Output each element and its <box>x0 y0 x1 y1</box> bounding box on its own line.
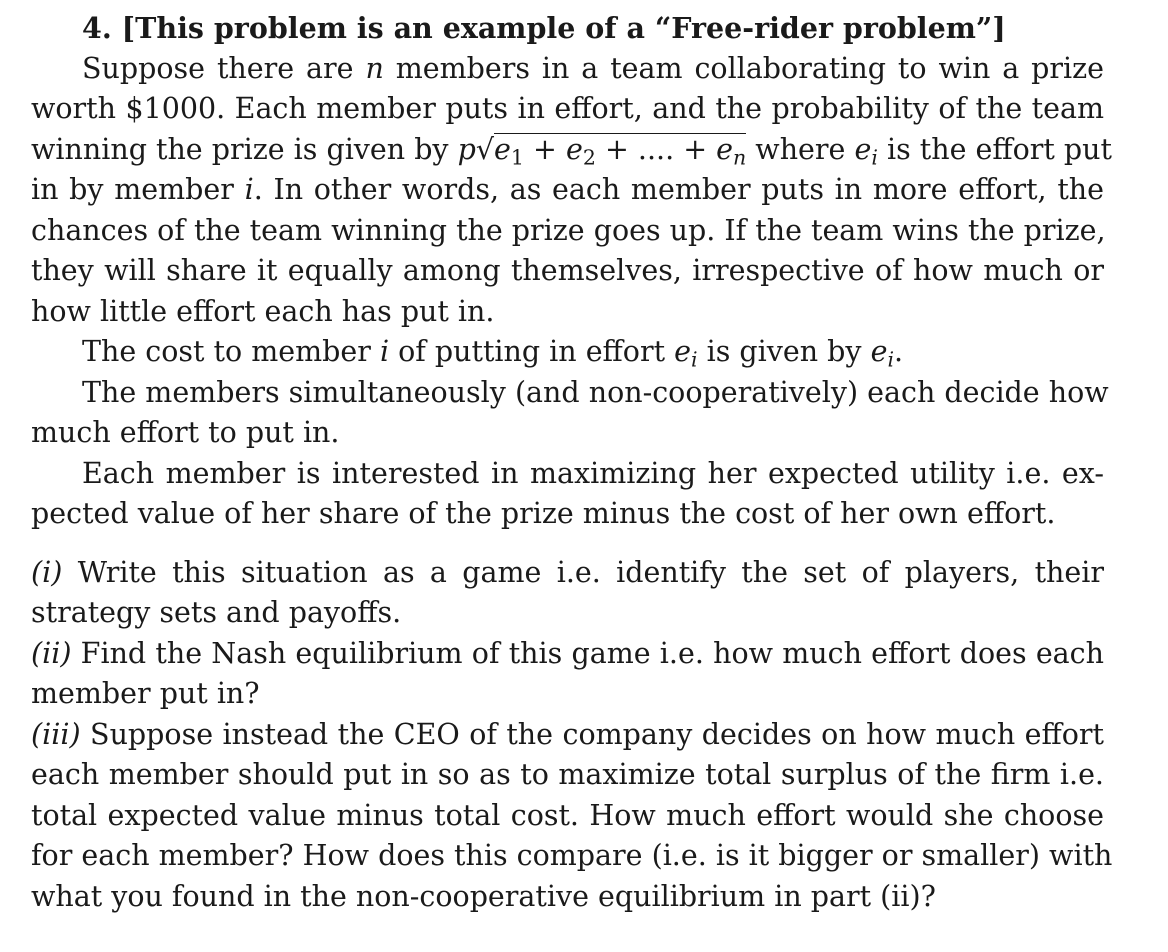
part-label: (iii) <box>31 717 81 751</box>
text: members in a team collaborating to win a prize <box>383 51 1105 85</box>
plus-dots: + .... + <box>595 132 717 166</box>
part-i-line1 <box>31 553 1104 594</box>
part-i-line2: strategy sets and payoffs. <box>31 596 402 629</box>
part-iii-line2: each member should put in so as to maximize total surplus of the firm i.e. <box>31 758 1104 791</box>
math-n: n <box>365 51 384 85</box>
para1-line4 <box>31 170 1104 211</box>
part-ii-line1 <box>31 634 1104 675</box>
text: winning the prize is given by <box>31 132 458 166</box>
math-e: e <box>494 132 511 166</box>
text: where <box>746 132 855 166</box>
text: Suppose there are <box>82 51 366 85</box>
plus: + <box>523 132 566 166</box>
math-i: i <box>244 173 254 206</box>
math-p: p <box>457 132 476 166</box>
para1-line5: chances of the team winning the prize goes up. If the team wins the prize, <box>31 213 1106 247</box>
para1-line1 <box>31 49 1104 90</box>
math-e: e <box>716 132 734 166</box>
subscript: i <box>690 347 698 372</box>
para1-line7: how little effort each has put in. <box>31 294 495 328</box>
problem-heading: 4. [This problem is an example of a “Free-rider problem”] <box>82 11 1006 45</box>
text: is given by <box>697 335 871 368</box>
sqrt-expression <box>494 133 746 168</box>
math-e: e <box>565 132 583 166</box>
para2-line <box>31 332 1104 373</box>
para1-line2: worth $1000. Each member puts in effort, and the probability of the team <box>31 92 1104 125</box>
text: Find the Nash equilibrium of this game i.e. how much effort does each <box>71 636 1104 670</box>
para1-line6: they will share it equally among themselves, irrespective of how much or <box>31 254 1104 287</box>
math-e: e <box>854 132 872 166</box>
part-iii-line1 <box>31 715 1104 756</box>
radical-sign: √ <box>475 132 495 166</box>
math-e: e <box>674 335 691 368</box>
part-iii-line3: total expected value minus total cost. How much effort would she choose <box>31 798 1104 832</box>
subscript: n <box>733 145 747 170</box>
part-iii-line5: what you found in the non-cooperative equilibrium in part (ii)? <box>31 879 936 913</box>
math-e: e <box>870 335 888 368</box>
text: in by member <box>31 173 245 206</box>
text: The cost to member <box>82 335 380 368</box>
para3-line2: much effort to put in. <box>31 416 340 449</box>
part-iii-line4: for each member? How does this compare (i.e. is it bigger or smaller) with <box>31 839 1113 872</box>
text: Write this situation as a game i.e. identify the set of players, their <box>62 555 1104 589</box>
subscript: 2 <box>582 145 596 170</box>
subscript: i <box>871 145 878 170</box>
text: of putting in effort <box>389 335 675 368</box>
text: is the effort put <box>877 132 1112 166</box>
para4-line2: pected value of her share of the prize minus the cost of her own effort. <box>31 497 1056 530</box>
text: . In other words, as each member puts in more effort, the <box>253 173 1104 206</box>
spacer <box>31 535 1104 553</box>
math-i: i <box>379 335 390 368</box>
para4-line1: Each member is interested in maximizing her expected utility i.e. ex- <box>82 456 1104 490</box>
text: . <box>894 335 904 368</box>
part-ii-line2: member put in? <box>31 677 260 710</box>
subscript: 1 <box>510 145 524 170</box>
subscript: i <box>887 347 894 372</box>
para3-line1: The members simultaneously (and non-cooperatively) each decide how <box>82 375 1109 409</box>
part-label: (i) <box>31 555 63 589</box>
para1-line3 <box>31 130 1112 171</box>
part-label: (ii) <box>31 636 72 670</box>
text: Suppose instead the CEO of the company decides on how much effort <box>80 717 1104 751</box>
